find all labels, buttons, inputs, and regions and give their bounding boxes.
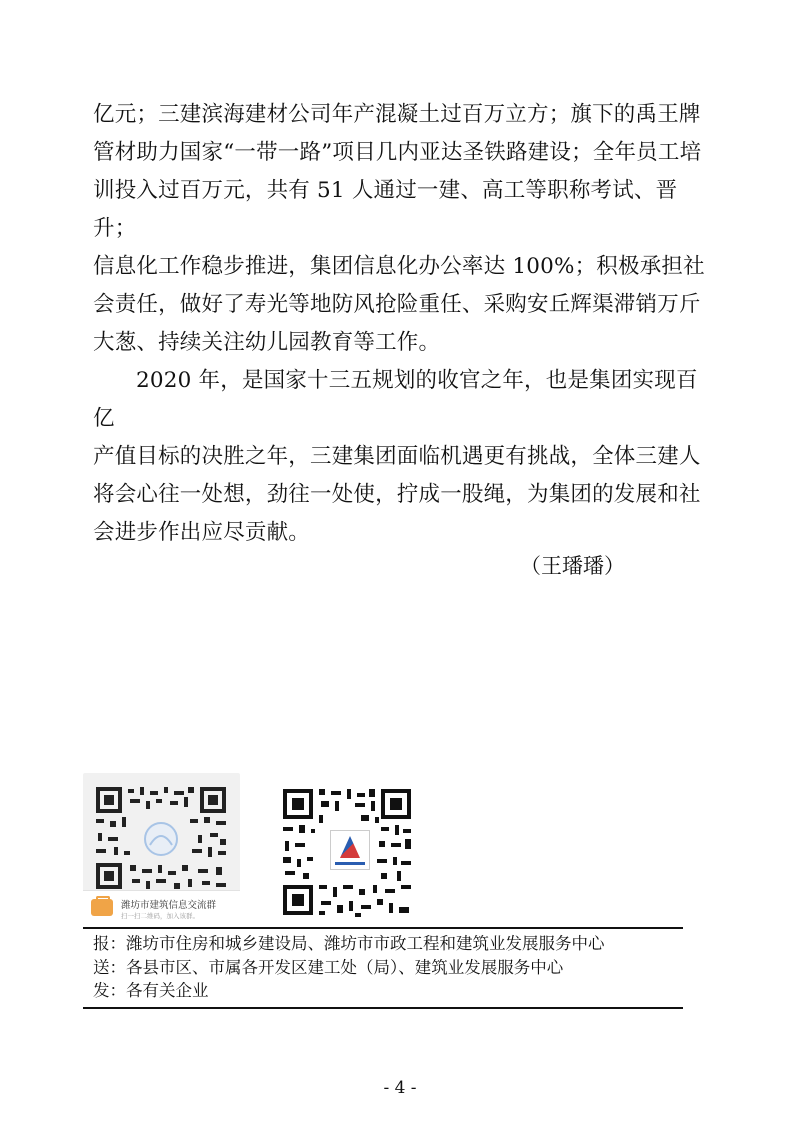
logo-mark [340,836,360,858]
group-name: 潍坊市建筑信息交流群 [121,900,217,911]
text-line: 会责任，做好了寿光等地防风抢险重任、采购安丘辉渠滞销万斤 [93,292,701,317]
paragraph-continued [93,96,713,248]
text-line: 大葱、持续关注幼儿园教育等工作。 [93,330,441,355]
distribution-send: 送：各县市区、市属各开发区建工处（局）、建筑业发展服务中心 [93,957,564,977]
text-line: 产值目标的决胜之年，三建集团面临机遇更有挑战，全体三建人 [93,444,701,469]
text-line: 2020 年，是国家十三五规划的收官之年，也是集团实现百亿 [93,368,698,431]
text-line: 会进步作出应尽贡献。 [93,520,311,545]
distribution-top-rule [83,927,683,929]
text-line: 亿元；三建滨海建材公司年产混凝土过百万立方；旗下的禹王牌 [93,102,701,127]
bureau-logo-icon [330,830,370,870]
text-line: 训投入过百万元，共有 51 人通过一建、高工等职称考试、晋 [93,178,678,203]
distribution-bottom-rule [83,1007,683,1009]
group-qr-code [94,785,228,891]
group-banner [83,890,240,925]
paragraph-2020 [93,362,713,552]
folder-icon [91,899,113,916]
text-line: 信息化工作稳步推进，集团信息化办公率达 100%；积极承担社 [93,254,705,279]
distribution-report: 报：潍坊市住房和城乡建设局、潍坊市市政工程和建筑业发展服务中心 [93,934,605,953]
group-hint: 扫一扫二维码，加入该群。 [121,912,199,920]
logo-text-bar [335,862,365,865]
text-line: 将会心往一处想，劲往一处使，拧成一股绳，为集团的发展和社 [93,482,701,507]
text-line: 升； [93,216,137,241]
author-credit: （王璠璠） [520,554,625,578]
page-number: - 4 - [383,1078,417,1098]
wechat-group-qr-card [83,773,240,925]
distribution-issue: 发：各有关企业 [93,981,209,1000]
distribution-list [93,932,605,1003]
article-body [93,96,713,552]
text-line: 管材助力国家“一带一路”项目几内亚达圣铁路建设；全年员工培 [93,140,702,165]
paragraph-informatization [93,248,713,362]
